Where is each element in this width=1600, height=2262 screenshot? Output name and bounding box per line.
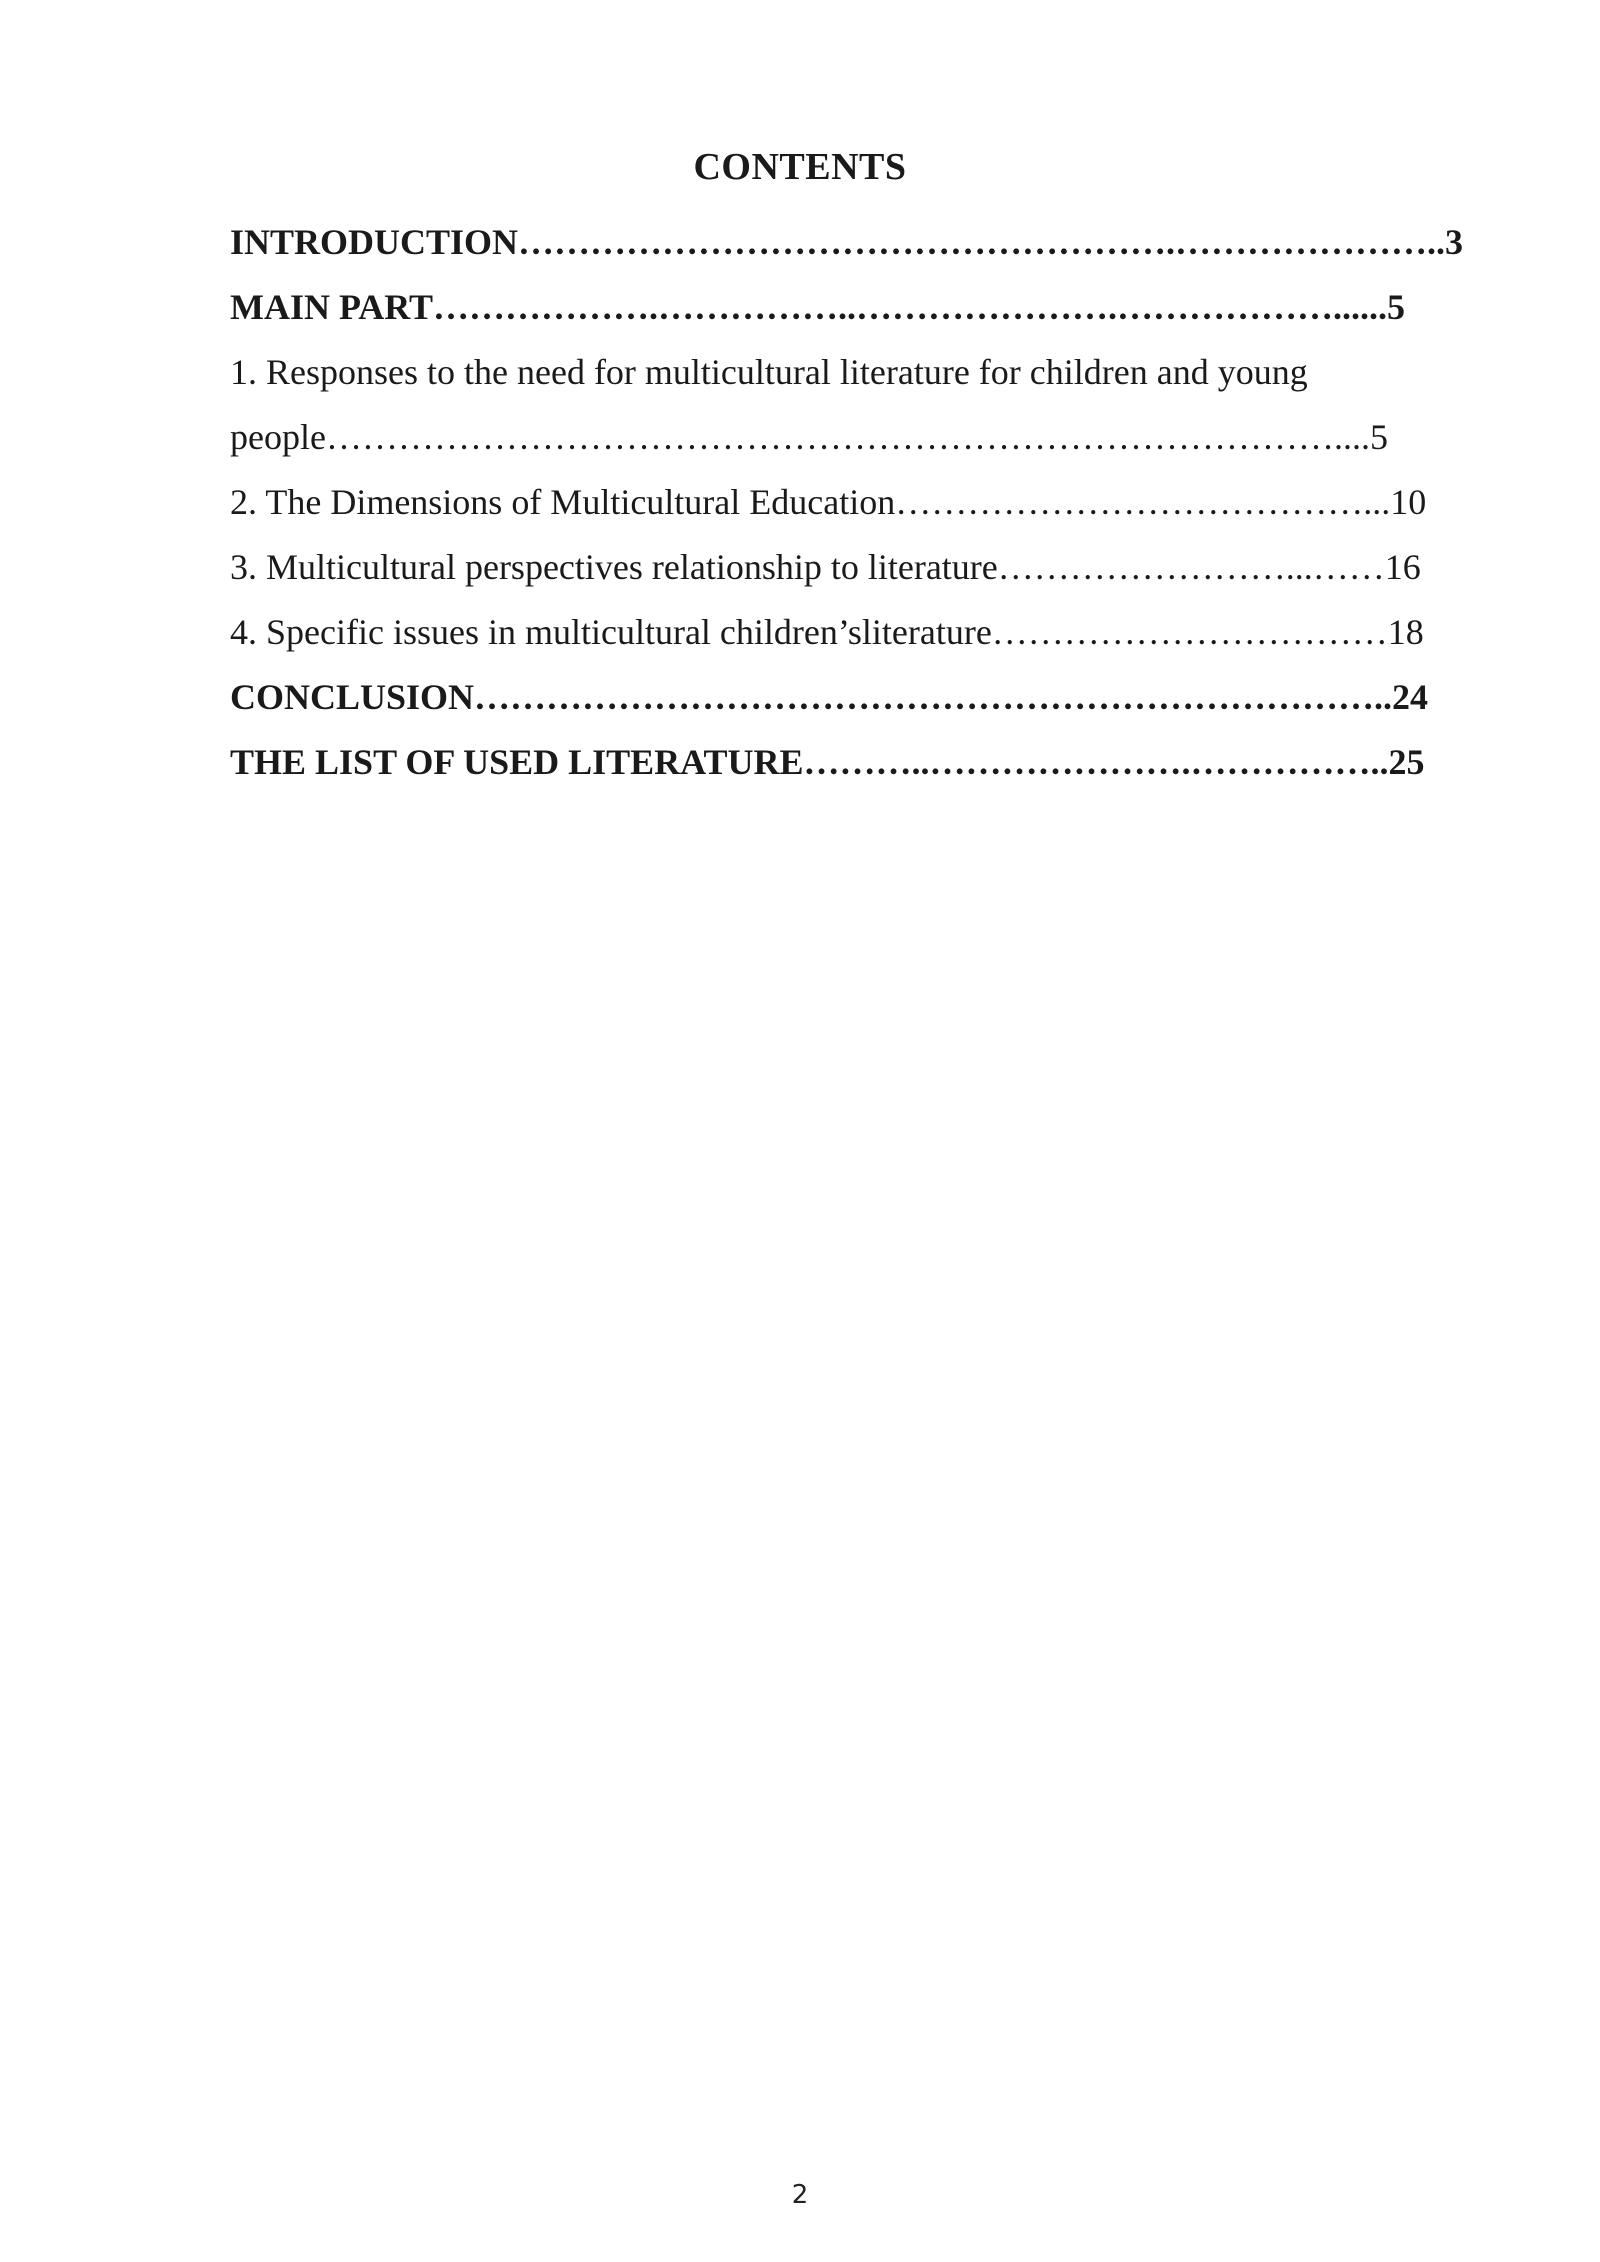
toc-entry-section-1-line-1: 1. Responses to the need for multicultural literature for children and young (230, 352, 1308, 392)
toc-entry-section-3: 3. Multicultural perspectives relationship to literature……………………...……16 (230, 547, 1421, 587)
toc-entry-main-part: MAIN PART……………….……………..………………….………………......5 (230, 287, 1406, 327)
toc-entry-conclusion: CONCLUSION…………………………………………………………………..24 (230, 677, 1429, 717)
toc-entry-section-2: 2. The Dimensions of Multicultural Education…………………………………...10 (230, 482, 1427, 522)
toc-entry-section-4: 4. Specific issues in multicultural children’sliterature……………………………18 (230, 612, 1424, 652)
contents-title: CONTENTS (693, 146, 907, 188)
toc-entry-used-literature: THE LIST OF USED LITERATURE………..………………….……………..25 (230, 742, 1425, 782)
page-number: 2 (791, 2180, 809, 2210)
toc-entry-section-1-line-2: people…………………………………………………………………………....5 (230, 417, 1388, 457)
toc-entry-introduction: INTRODUCTION……………………………………………….…………………..3 (230, 222, 1464, 262)
table-of-contents (230, 210, 1490, 795)
